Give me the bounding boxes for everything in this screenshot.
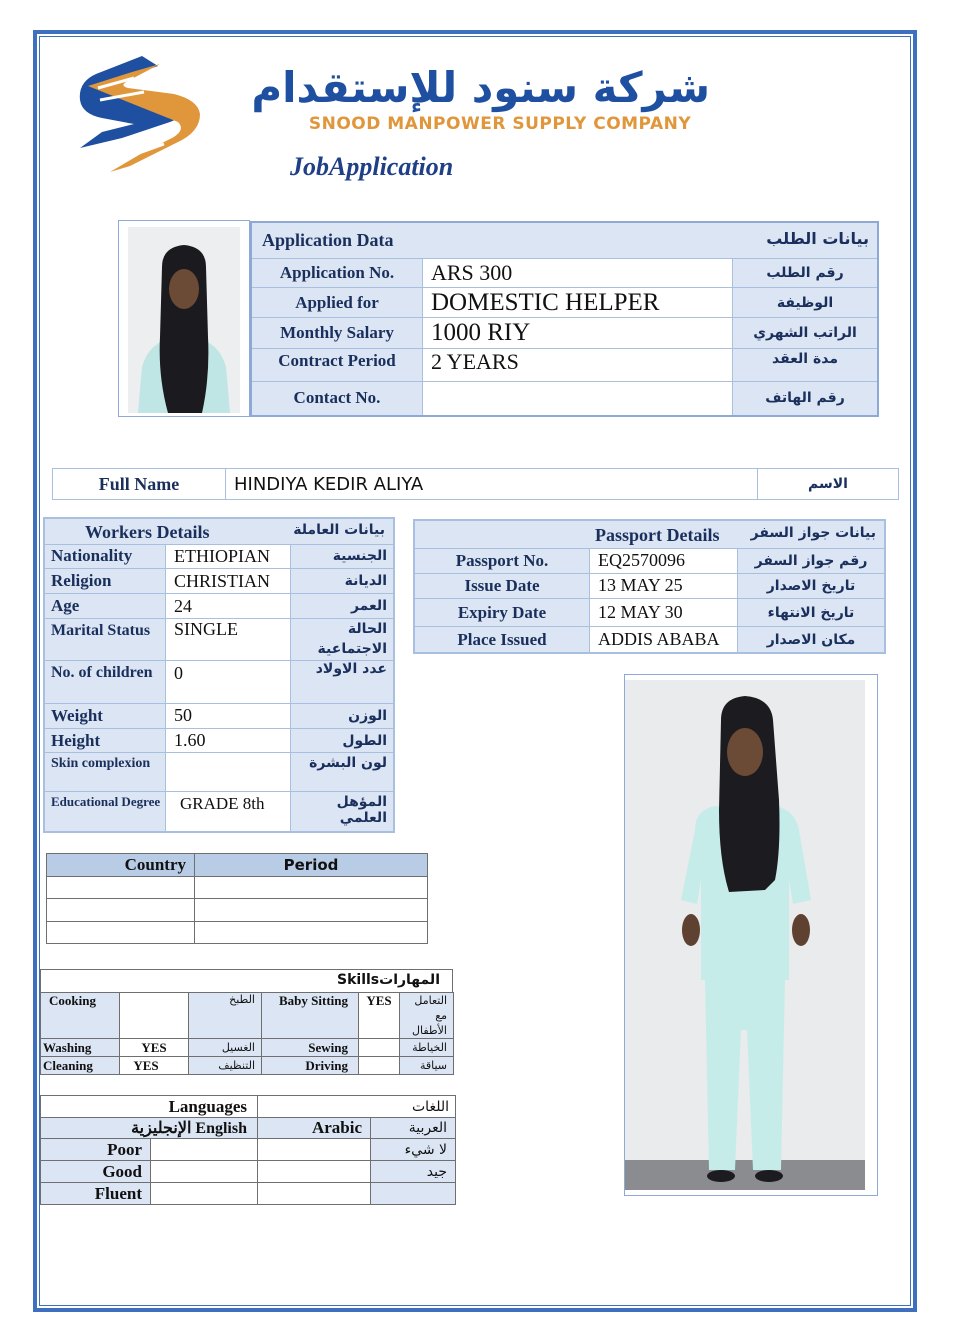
workers-row <box>44 729 394 753</box>
level-good-label-arabic: جيد <box>371 1161 456 1183</box>
skills-header <box>40 969 453 993</box>
nationality-label: Nationality <box>44 544 166 568</box>
monthly-salary-label: Monthly Salary <box>251 318 423 349</box>
applicant-portrait-frame <box>118 220 250 417</box>
application-row <box>251 287 878 318</box>
place-issued-label-arabic: مكان الاصدار <box>738 627 886 653</box>
weight-value: 50 <box>166 703 291 728</box>
applicant-fullbody-frame <box>624 674 878 1196</box>
skin-complexion-label: Skin complexion <box>44 753 166 791</box>
full-name-value: HINDIYA KEDIR ALIYA <box>226 469 758 500</box>
level-fluent-label: Fluent <box>41 1183 151 1204</box>
skills-row <box>41 1057 454 1075</box>
experience-country-header: Country <box>47 854 195 877</box>
age-label-arabic: العمر <box>291 594 395 618</box>
full-name-label: Full Name <box>53 469 226 500</box>
company-name-arabic: شركة سنود للإستقدام <box>251 63 710 112</box>
passport-row <box>414 627 885 653</box>
weight-label: Weight <box>44 703 166 728</box>
language-level-row <box>41 1183 456 1205</box>
skill-cooking-label: Cooking <box>41 993 120 1039</box>
languages-title-arabic: اللغات <box>258 1096 456 1118</box>
skill-baby-sitting-value: YES <box>359 993 400 1039</box>
children-label-arabic: عدد الاولاد <box>291 661 395 704</box>
document-title: JobApplication <box>290 152 454 181</box>
height-label-arabic: الطول <box>291 729 395 753</box>
language-arabic-poor-cell <box>258 1139 371 1161</box>
contact-no-label-arabic: رقم الهاتف <box>733 381 879 416</box>
workers-row <box>44 703 394 728</box>
skill-baby-sitting-label: Baby Sitting <box>262 993 359 1039</box>
passport-row <box>414 573 885 598</box>
level-poor-label-arabic: لا شيء <box>371 1139 456 1161</box>
age-label: Age <box>44 594 166 618</box>
skill-driving-label: Driving <box>262 1057 359 1075</box>
passport-details-title: Passport Details <box>595 525 720 545</box>
application-row <box>251 381 878 416</box>
contact-no-value <box>423 381 733 416</box>
experience-row <box>47 921 428 943</box>
educational-degree-label: Educational Degree <box>44 791 166 832</box>
workers-details-table <box>43 517 395 833</box>
application-row <box>251 318 878 349</box>
religion-value: CHRISTIAN <box>166 569 291 594</box>
skin-complexion-label-arabic: لون البشرة <box>291 753 395 791</box>
age-value: 24 <box>166 594 291 618</box>
issue-date-label: Issue Date <box>414 573 590 598</box>
language-english-fluent-cell <box>41 1183 258 1205</box>
application-no-label: Application No. <box>251 259 423 288</box>
applicant-portrait-photo <box>128 227 240 413</box>
contract-period-value: 2 YEARS <box>423 349 733 382</box>
workers-row <box>44 791 394 832</box>
marital-status-value: SINGLE <box>166 618 291 661</box>
application-no-label-arabic: رقم الطلب <box>733 259 879 288</box>
skill-cooking-value <box>120 993 189 1039</box>
children-value: 0 <box>166 661 291 704</box>
workers-details-header <box>44 518 394 544</box>
language-level-row <box>41 1139 456 1161</box>
application-data-title: Application Data <box>262 230 394 250</box>
application-data-table <box>250 221 879 417</box>
application-no-value: ARS 300 <box>423 259 733 288</box>
languages-title: Languages <box>41 1096 258 1118</box>
contact-no-label: Contact No. <box>251 381 423 416</box>
workers-details-title-arabic: بيانات العاملة <box>293 522 385 538</box>
language-english-poor-cell <box>41 1139 258 1161</box>
skill-sewing-value <box>359 1039 400 1057</box>
language-arabic-header-arabic: العربية <box>371 1118 456 1139</box>
religion-label: Religion <box>44 569 166 594</box>
height-label: Height <box>44 729 166 753</box>
experience-row <box>47 899 428 921</box>
application-row <box>251 259 878 288</box>
skill-cooking-label-arabic: الطبخ <box>189 993 262 1039</box>
monthly-salary-value: 1000 RIY <box>423 318 733 349</box>
passport-details-table <box>413 519 886 654</box>
workers-row <box>44 544 394 568</box>
skill-washing-value: YES <box>120 1039 189 1057</box>
skill-sewing-label: Sewing <box>262 1039 359 1057</box>
height-value: 1.60 <box>166 729 291 753</box>
company-name-english: SNOOD MANPOWER SUPPLY COMPANY <box>308 114 692 134</box>
educational-degree-value: GRADE 8th <box>166 791 291 832</box>
applied-for-label: Applied for <box>251 287 423 318</box>
language-arabic-fluent-cell <box>258 1183 371 1205</box>
contract-period-label-arabic: مدة العقد <box>733 349 879 382</box>
expiry-date-label: Expiry Date <box>414 599 590 627</box>
place-issued-label: Place Issued <box>414 627 590 653</box>
marital-status-label-arabic: الحالة الاجتماعية <box>291 618 395 661</box>
skill-baby-sitting-label-arabic: التعامل مع الأطفال <box>400 993 454 1039</box>
workers-row <box>44 594 394 618</box>
passport-row <box>414 599 885 627</box>
skill-washing-label-arabic: الغسيل <box>189 1039 262 1057</box>
skills-row <box>41 1039 454 1057</box>
children-label: No. of children <box>44 661 166 704</box>
skin-complexion-value <box>166 753 291 791</box>
nationality-label-arabic: الجنسية <box>291 544 395 568</box>
skill-washing-label: Washing <box>41 1039 120 1057</box>
passport-row <box>414 548 885 573</box>
passport-no-label-arabic: رقم جواز السفر <box>738 548 886 573</box>
passport-details-title-arabic: بيانات جواز السفر <box>750 525 876 541</box>
language-level-row <box>41 1161 456 1183</box>
issue-date-label-arabic: تاريخ الاصدار <box>738 573 886 598</box>
application-data-header <box>251 222 878 259</box>
skill-cleaning-value: YES <box>120 1057 189 1075</box>
workers-details-title: Workers Details <box>85 522 210 542</box>
experience-period-header: Period <box>195 854 428 877</box>
workers-row <box>44 661 394 704</box>
skills-title: المهاراتSkills <box>337 972 440 988</box>
level-good-label: Good <box>41 1161 151 1182</box>
skills-table <box>40 992 454 1075</box>
experience-table <box>46 853 428 944</box>
expiry-date-value: 12 MAY 30 <box>590 599 738 627</box>
applicant-fullbody-photo <box>625 680 865 1190</box>
skill-driving-value <box>359 1057 400 1075</box>
applied-for-label-arabic: الوظيفة <box>733 287 879 318</box>
full-name-label-arabic: الاسم <box>758 469 899 500</box>
passport-details-header <box>414 520 885 548</box>
full-name-table <box>52 468 899 500</box>
languages-table <box>40 1095 456 1205</box>
experience-row <box>47 877 428 899</box>
workers-row <box>44 569 394 594</box>
workers-row <box>44 618 394 661</box>
skill-driving-label-arabic: سياقة <box>400 1057 454 1075</box>
monthly-salary-label-arabic: الراتب الشهري <box>733 318 879 349</box>
skill-cleaning-label-arabic: التنظيف <box>189 1057 262 1075</box>
religion-label-arabic: الديانة <box>291 569 395 594</box>
issue-date-value: 13 MAY 25 <box>590 573 738 598</box>
expiry-date-label-arabic: تاريخ الانتهاء <box>738 599 886 627</box>
language-arabic-header: Arabic <box>258 1118 371 1139</box>
place-issued-value: ADDIS ABABA <box>590 627 738 653</box>
passport-no-value: EQ2570096 <box>590 548 738 573</box>
application-data-title-arabic: بيانات الطلب <box>766 229 869 248</box>
educational-degree-label-arabic: المؤهل العلمي <box>291 791 395 832</box>
skill-sewing-label-arabic: الخياطة <box>400 1039 454 1057</box>
language-english-good-cell <box>41 1161 258 1183</box>
weight-label-arabic: الوزن <box>291 703 395 728</box>
workers-row <box>44 753 394 791</box>
passport-no-label: Passport No. <box>414 548 590 573</box>
contract-period-label: Contract Period <box>251 349 423 382</box>
skills-row <box>41 993 454 1039</box>
skill-cleaning-label: Cleaning <box>41 1057 120 1075</box>
language-english-header: الإنجليزية English <box>41 1118 258 1139</box>
language-arabic-good-cell <box>258 1161 371 1183</box>
nationality-value: ETHIOPIAN <box>166 544 291 568</box>
company-logo <box>74 52 206 178</box>
marital-status-label: Marital Status <box>44 618 166 661</box>
applied-for-value: DOMESTIC HELPER <box>423 287 733 318</box>
application-row <box>251 349 878 382</box>
level-poor-label: Poor <box>41 1139 151 1160</box>
level-fluent-label-arabic <box>371 1183 456 1205</box>
